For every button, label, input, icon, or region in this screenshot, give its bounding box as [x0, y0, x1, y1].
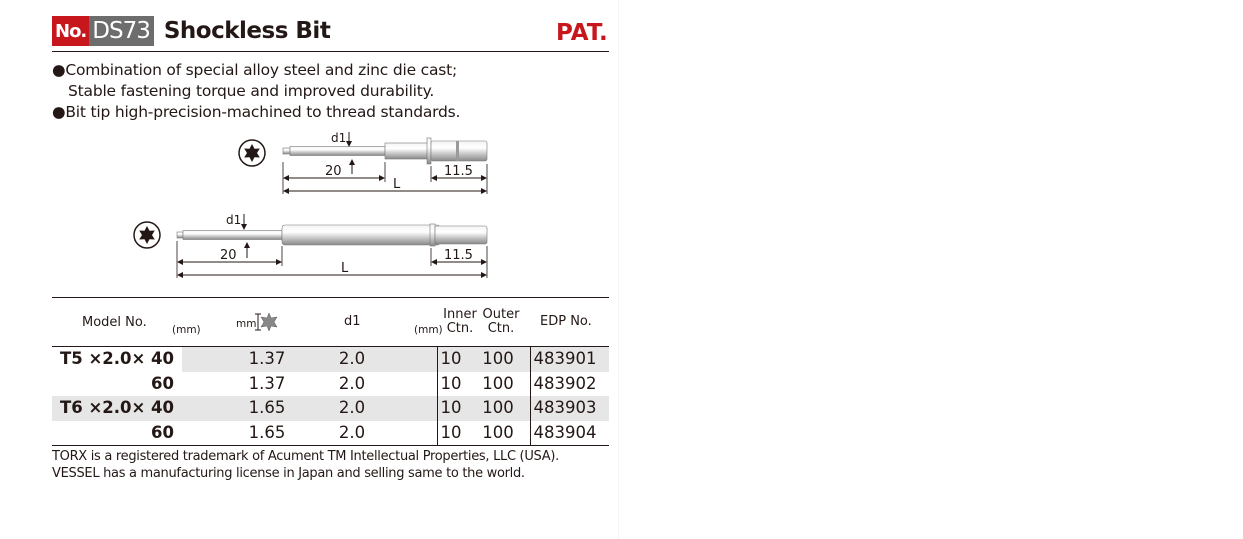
table-row	[52, 396, 609, 421]
long-bit-tip-length: 20	[220, 248, 237, 263]
table-bottom-rule	[52, 445, 609, 446]
cell-model: T5 ×2.0×	[60, 349, 146, 368]
cell-d1: 2.0	[338, 349, 366, 368]
header-unit-2: (mm)	[414, 324, 443, 336]
note-line-2: VESSEL has a manufacturing license in Japan and selling same to the world.	[52, 466, 525, 481]
cell-length: 40	[151, 398, 174, 417]
cell-outer: 100	[482, 373, 514, 393]
header-hex-unit: mm	[236, 318, 257, 330]
cell-hex: 1.65	[248, 422, 286, 442]
torx-symbol-icon	[134, 222, 160, 248]
long-bit-hex-length: 11.5	[444, 248, 473, 263]
feature-line-2: Stable fastening torque and improved durability.	[68, 82, 435, 100]
blank-area	[618, 0, 1243, 539]
table-body	[52, 347, 609, 445]
cell-outer: 100	[482, 398, 514, 417]
table-header	[52, 297, 609, 347]
torx-symbol-icon	[239, 140, 265, 166]
cell-hex: 1.37	[248, 349, 286, 368]
short-bit-illustration	[283, 138, 487, 164]
feature-line-1: ●Combination of special alloy steel and zinc die cast;	[52, 61, 458, 79]
header-d1: d1	[344, 314, 361, 329]
table-row	[52, 372, 609, 397]
cell-edp: 483903	[533, 398, 597, 417]
cell-d1: 2.0	[338, 373, 366, 393]
cell-hex: 1.37	[248, 373, 286, 393]
header-outer-ctn: Outer Ctn.	[482, 307, 520, 336]
catalog-page	[0, 0, 618, 539]
cell-edp: 483904	[533, 422, 597, 442]
cell-inner: 10	[440, 349, 462, 368]
cell-inner: 10	[440, 373, 462, 393]
long-bit-overall-length: L	[341, 261, 349, 276]
long-bit-illustration	[177, 224, 487, 246]
note-line-1: TORX is a registered trademark of Acument TM Intellectual Properties, LLC (USA).	[52, 449, 559, 464]
short-bit-tip-length: 20	[325, 164, 342, 179]
hex-size-icon	[253, 311, 281, 333]
cell-outer: 100	[482, 422, 514, 442]
cell-inner: 10	[440, 398, 462, 417]
short-bit-hex-length: 11.5	[444, 164, 473, 179]
short-bit-overall-length: L	[393, 177, 401, 192]
patent-mark: PAT.	[556, 20, 608, 46]
product-header	[52, 16, 330, 46]
header-unit-1: (mm)	[172, 324, 201, 336]
cell-length: 60	[151, 422, 174, 442]
header-edp: EDP No.	[540, 314, 592, 329]
cell-outer: 100	[482, 349, 514, 368]
feature-list	[52, 60, 460, 123]
product-title: Shockless Bit	[163, 18, 331, 44]
bit-drawing	[130, 126, 500, 286]
header-model: Model No.	[82, 315, 147, 330]
cell-d1: 2.0	[338, 422, 366, 442]
short-bit-d1-label: d1	[331, 131, 347, 145]
table-row	[52, 421, 609, 446]
model-number: DS73	[89, 16, 154, 46]
cell-length: 60	[151, 373, 174, 393]
cell-d1: 2.0	[338, 398, 366, 417]
cell-inner: 10	[440, 422, 462, 442]
table-row	[52, 347, 609, 372]
feature-line-3: ●Bit tip high-precision-machined to thread standards.	[52, 103, 461, 121]
header-rule	[52, 51, 609, 52]
cell-model: T6 ×2.0×	[60, 398, 146, 417]
cell-edp: 483902	[533, 373, 597, 393]
header-inner-ctn: Inner Ctn.	[443, 307, 477, 336]
cell-length: 40	[151, 349, 174, 368]
long-bit-d1-label: d1	[226, 213, 242, 227]
spec-table	[52, 297, 609, 446]
trademark-notes	[52, 448, 559, 482]
cell-hex: 1.65	[248, 398, 286, 417]
no-label: No.	[52, 16, 89, 46]
cell-edp: 483901	[533, 349, 597, 368]
column-divider	[437, 347, 438, 445]
column-divider	[530, 347, 531, 445]
